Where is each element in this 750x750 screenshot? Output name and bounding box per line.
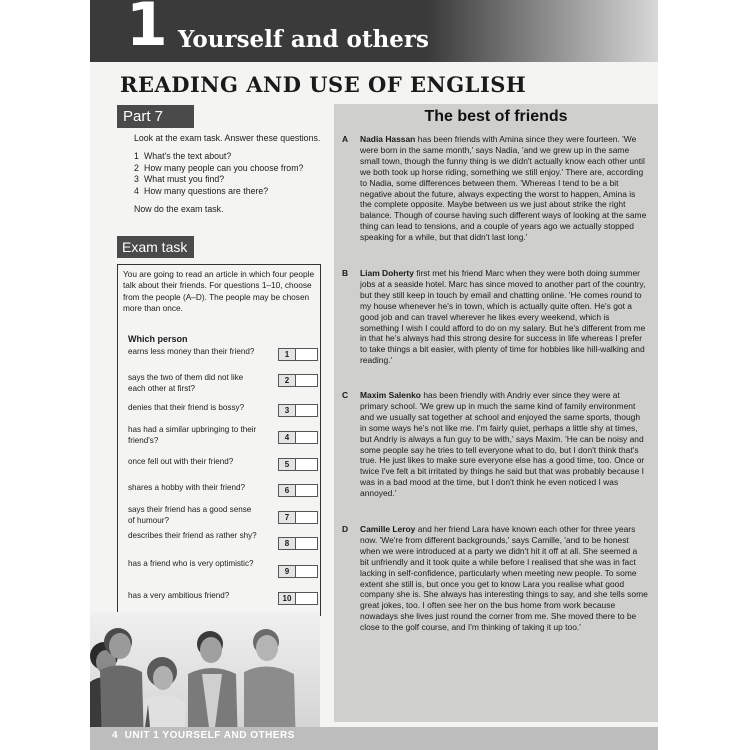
- unit-title: Yourself and others: [178, 26, 429, 53]
- answer-box[interactable]: [278, 592, 318, 605]
- question-number: 7: [279, 512, 296, 523]
- question-text: has a friend who is very optimistic?: [128, 559, 254, 568]
- question-number: 1: [279, 349, 296, 360]
- paragraph-letter: C: [342, 390, 349, 400]
- question-number: 2: [279, 375, 296, 386]
- part-label: Part 7: [117, 105, 194, 128]
- answer-box[interactable]: [278, 431, 318, 444]
- question-text: describes their friend as rather shy?: [128, 531, 257, 540]
- person-name: Liam Doherty: [360, 268, 414, 278]
- article-paragraph-a: [342, 134, 648, 243]
- intro-lead: Look at the exam task. Answer these questions.: [134, 133, 321, 143]
- article-panel: [334, 104, 658, 722]
- answer-box[interactable]: [278, 565, 318, 578]
- article-paragraph-b: [342, 268, 648, 366]
- intro-questions: [134, 133, 324, 216]
- section-title: READING AND USE OF ENGLISH: [120, 72, 527, 97]
- question-number: 8: [279, 538, 296, 549]
- intro-question: 3 What must you find?: [134, 174, 225, 185]
- question-number: 4: [279, 432, 296, 443]
- question-row: [128, 373, 318, 399]
- person-name: Nadia Hassan: [360, 134, 416, 144]
- question-text: earns less money than their friend?: [128, 347, 255, 356]
- question-text: says their friend has a good sense of humour?: [128, 505, 252, 525]
- question-text: has had a similar upbringing to their friend's?: [128, 425, 257, 445]
- exam-task-instructions: You are going to read an article in which four people talk about their friends. For questions 1–10, choose from the people (A–D). The people may be chosen more than once.: [123, 269, 315, 313]
- answer-box[interactable]: [278, 348, 318, 361]
- paragraph-text: and her friend Lara have known each other for three years now. 'We're from different backgrounds,' says Camille, 'and to be honest when we were introduced at a party we didn't hit it off at all. She seemed a bit unfriendly and it took quite a while before I realised that she was in fact lacking in self-confidence, particularly when meeting new people. To some extent she still is, but once you get to know Lara you realise what good company she is. She always has interesting things to say, and she tells some great jokes, too. I often see her on the bus home from work because nowadays she lives just round the corner from me. She moved there to be close to the golf course, and I'm thinking of taking it up too.': [360, 524, 648, 633]
- intro-question: 2 How many people can you choose from?: [134, 162, 304, 173]
- paragraph-letter: D: [342, 524, 349, 534]
- answer-box[interactable]: [278, 404, 318, 417]
- which-person-heading: Which person: [128, 334, 188, 344]
- question-number: 10: [279, 593, 296, 604]
- question-text: has a very ambitious friend?: [128, 591, 230, 600]
- question-number: 3: [279, 405, 296, 416]
- answer-box[interactable]: [278, 537, 318, 550]
- question-row: [128, 425, 318, 451]
- intro-closing: Now do the exam task.: [134, 203, 224, 214]
- article-paragraph-d: [342, 524, 648, 633]
- question-text: denies that their friend is bossy?: [128, 403, 245, 412]
- article-title: The best of friends: [424, 108, 568, 125]
- paragraph-letter: A: [342, 134, 349, 144]
- page-number: 4: [112, 730, 119, 741]
- question-number: 6: [279, 485, 296, 496]
- question-row: [128, 531, 318, 557]
- answer-box[interactable]: [278, 374, 318, 387]
- question-row: [128, 505, 318, 531]
- person-name: Camille Leroy: [360, 524, 416, 534]
- question-text: once fell out with their friend?: [128, 457, 234, 466]
- paragraph-text: first met his friend Marc when they were both doing summer jobs at a seaside hotel. Marc has since moved to another part of the country, but they still keep in touch by email and chatting online. 'He comes round to my house whenever he's in town, which is actually quite often. He's got a good job and can travel wherever he likes every weekend, which is something I wish I could afford to do on my salary. But he's different from me in that he's always had this strong desire for success in life whereas I prefer to take things a bit easier, with plenty of time for hobbies like hill-walking and reading.': [360, 268, 646, 366]
- intro-question: 1 What's the text about?: [134, 150, 232, 161]
- paragraph-text: has been friends with Amina since they were fourteen. 'We were born in the same month,' says Nadia, 'and we grew up in the same small town, though the funny thing is we didn't actually know each other until we both took up horse riding, something we still enjoy.' There are, according to Nadia, some differences between them. 'Whereas I tend to be a bit negative about the future, always expecting the worst to happen, Amina is the complete opposite. Maybe between us we just about strike the right balance. Though of course having such different ways of looking at the same thing can lead to tensions, and a couple of years ago we actually stopped speaking for a while, but that didn't last long.': [360, 134, 647, 243]
- question-text: says the two of them did not like each other at first?: [128, 373, 244, 393]
- unit-number: 1: [126, 0, 166, 60]
- intro-question: 4 How many questions are there?: [134, 186, 269, 197]
- article-paragraph-c: [342, 390, 648, 499]
- answer-box[interactable]: [278, 484, 318, 497]
- unit-header: [90, 0, 658, 62]
- intro-question-list: [134, 151, 324, 198]
- question-row: [128, 457, 318, 483]
- paragraph-letter: B: [342, 268, 349, 278]
- person-name: Maxim Salenko: [360, 390, 421, 400]
- answer-box[interactable]: [278, 511, 318, 524]
- question-number: 9: [279, 566, 296, 577]
- exam-task-label: Exam task: [117, 236, 194, 258]
- exam-task-box: [117, 264, 321, 616]
- question-text: shares a hobby with their friend?: [128, 483, 245, 492]
- footer-text: [112, 730, 295, 741]
- paragraph-text: has been friendly with Andriy ever since they were at primary school. 'We grew up in much the same kind of family environment and we usually sat together at school and enjoyed the same sports, though in some ways he's not like me. I'm fairly quiet, perhaps a little shy at times, but Andriy is always a fun guy to be with,' says Maxim. 'He can be noisy and some people say he tries to tell everyone what to do, but I don't think that's true. He just likes to make sure everyone else has a good time, too. Once or twice I've felt a bit irritated by things he said but that was probably because I was in a bad mood at the time, but I don't think he even noticed I was annoyed.': [360, 390, 645, 499]
- question-row: [128, 347, 318, 373]
- footer-unit-label: UNIT 1 YOURSELF AND OTHERS: [124, 730, 295, 741]
- book-page: [90, 0, 658, 750]
- question-number: 5: [279, 459, 296, 470]
- question-row: [128, 559, 318, 585]
- answer-box[interactable]: [278, 458, 318, 471]
